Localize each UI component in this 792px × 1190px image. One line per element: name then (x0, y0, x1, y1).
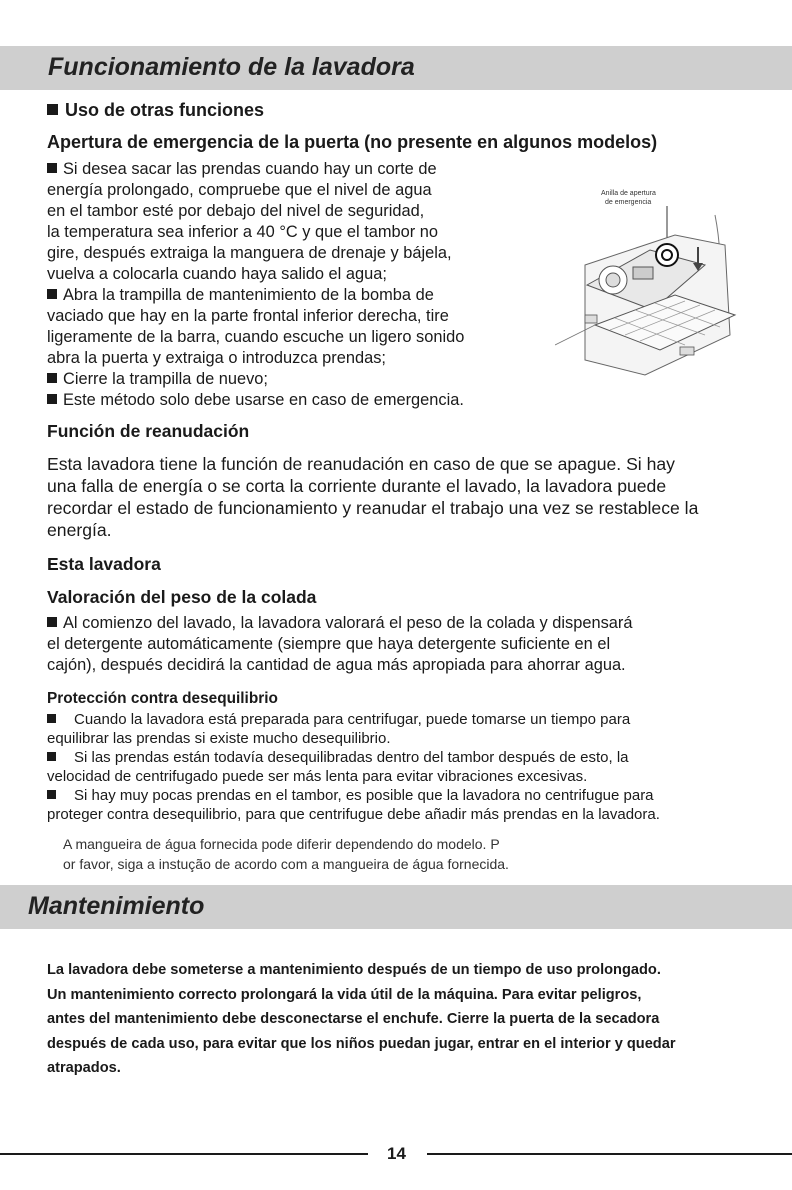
text-line: Al comienzo del lavado, la lavadora valorará el peso de la colada y dispensará (47, 613, 632, 634)
emergency-door-figure (555, 185, 745, 385)
weight-heading: Valoración del peso de la colada (47, 587, 317, 607)
this-washer-heading: Esta lavadora (47, 554, 161, 574)
text-line: velocidad de centrifugado puede ser más lenta para evitar vibraciones excesivas. (47, 768, 588, 785)
text-line: atrapados. (47, 1060, 121, 1076)
text-line: energía prolongado, compruebe que el nivel de agua (47, 181, 432, 199)
text-line: energía. (47, 520, 112, 540)
text-line: Cierre la trampilla de nuevo; (47, 369, 464, 390)
imbalance-heading: Protección contra desequilibrio (47, 690, 278, 707)
text-line: Abra la trampilla de mantenimiento de la bomba de (47, 285, 464, 306)
weight-body (47, 613, 632, 676)
text-line: gire, después extraiga la manguera de drenaje y bájela, (47, 244, 452, 262)
emergency-body (47, 159, 464, 411)
text-line: abra la puerta y extraiga o introduzca prendas; (47, 349, 386, 367)
text-line: A mangueira de água fornecida pode diferir dependendo do modelo. P (63, 836, 500, 852)
text-line: vaciado que hay en la parte frontal inferior derecha, tire (47, 307, 449, 325)
resume-body (47, 453, 698, 541)
section-title-funcionamiento: Funcionamiento de la lavadora (48, 53, 415, 81)
text-line: la temperatura sea inferior a 40 °C y que el tambor no (47, 223, 439, 241)
text-line: Si las prendas están todavía desequilibradas dentro del tambor después de esto, la (47, 748, 660, 767)
text-line: Este método solo debe usarse en caso de emergencia. (47, 390, 464, 411)
section-title-mantenimiento: Mantenimiento (28, 892, 205, 920)
text-line: Si hay muy pocas prendas en el tambor, es posible que la lavadora no centrifugue para (47, 786, 660, 805)
text-line: una falla de energía o se corta la corriente durante el lavado, la lavadora puede (47, 476, 667, 496)
text-line: después de cada uso, para evitar que los niños puedan jugar, entrar en el interior y quedar (47, 1035, 676, 1052)
text-line: recordar el estado de funcionamiento y reanudar el trabajo una vez se restablece la (47, 498, 699, 518)
text-line: Si desea sacar las prendas cuando hay un corte de (47, 159, 464, 180)
text-line: proteger contra desequilibrio, para que centrifugue debe añadir más prendas en la lavadora. (47, 806, 660, 823)
pump-hatch-illustration (555, 185, 745, 385)
imbalance-body (47, 710, 660, 824)
resume-heading: Función de reanudación (47, 421, 250, 441)
text-line: antes del mantenimiento debe desconectarse el enchufe. Cierre la puerta de la secadora (47, 1011, 660, 1027)
text-line: Esta lavadora tiene la función de reanudación en caso de que se apague. Si hay (47, 454, 675, 474)
bullet-square (47, 104, 58, 115)
text-line: equilibrar las prendas si existe mucho desequilibrio. (47, 730, 391, 747)
text-line: or favor, siga a instução de acordo com a mangueira de água fornecida. (63, 856, 509, 872)
figure-label-line1: Anilla de apertura (601, 190, 656, 197)
footer-rule-left (0, 1153, 368, 1155)
maintenance-body (47, 958, 676, 1081)
footer-rule-right (427, 1153, 792, 1155)
page-number: 14 (387, 1144, 406, 1163)
text-line: ligeramente de la barra, cuando escuche un ligero sonido (47, 328, 465, 346)
text-line: Cuando la lavadora está preparada para centrifugar, puede tomarse un tiempo para (47, 710, 660, 729)
text-line: cajón), después decidirá la cantidad de agua más apropiada para ahorrar agua. (47, 656, 626, 674)
emergency-heading: Apertura de emergencia de la puerta (no presente en algunos modelos) (47, 132, 658, 152)
text-line: en el tambor esté por debajo del nivel de seguridad, (47, 202, 425, 220)
text-line: el detergente automáticamente (siempre que haya detergente suficiente en el (47, 635, 611, 653)
text-line: La lavadora debe someterse a mantenimiento después de un tiempo de uso prolongado. (47, 962, 661, 978)
text-line: Un mantenimiento correcto prolongará la vida útil de la máquina. Para evitar peligros, (47, 986, 642, 1003)
subsection-title: Uso de otras funciones (47, 100, 264, 121)
figure-label-line2: de emergencia (605, 199, 652, 206)
hose-note (63, 834, 509, 874)
text-line: vuelva a colocarla cuando haya salido el agua; (47, 265, 387, 283)
